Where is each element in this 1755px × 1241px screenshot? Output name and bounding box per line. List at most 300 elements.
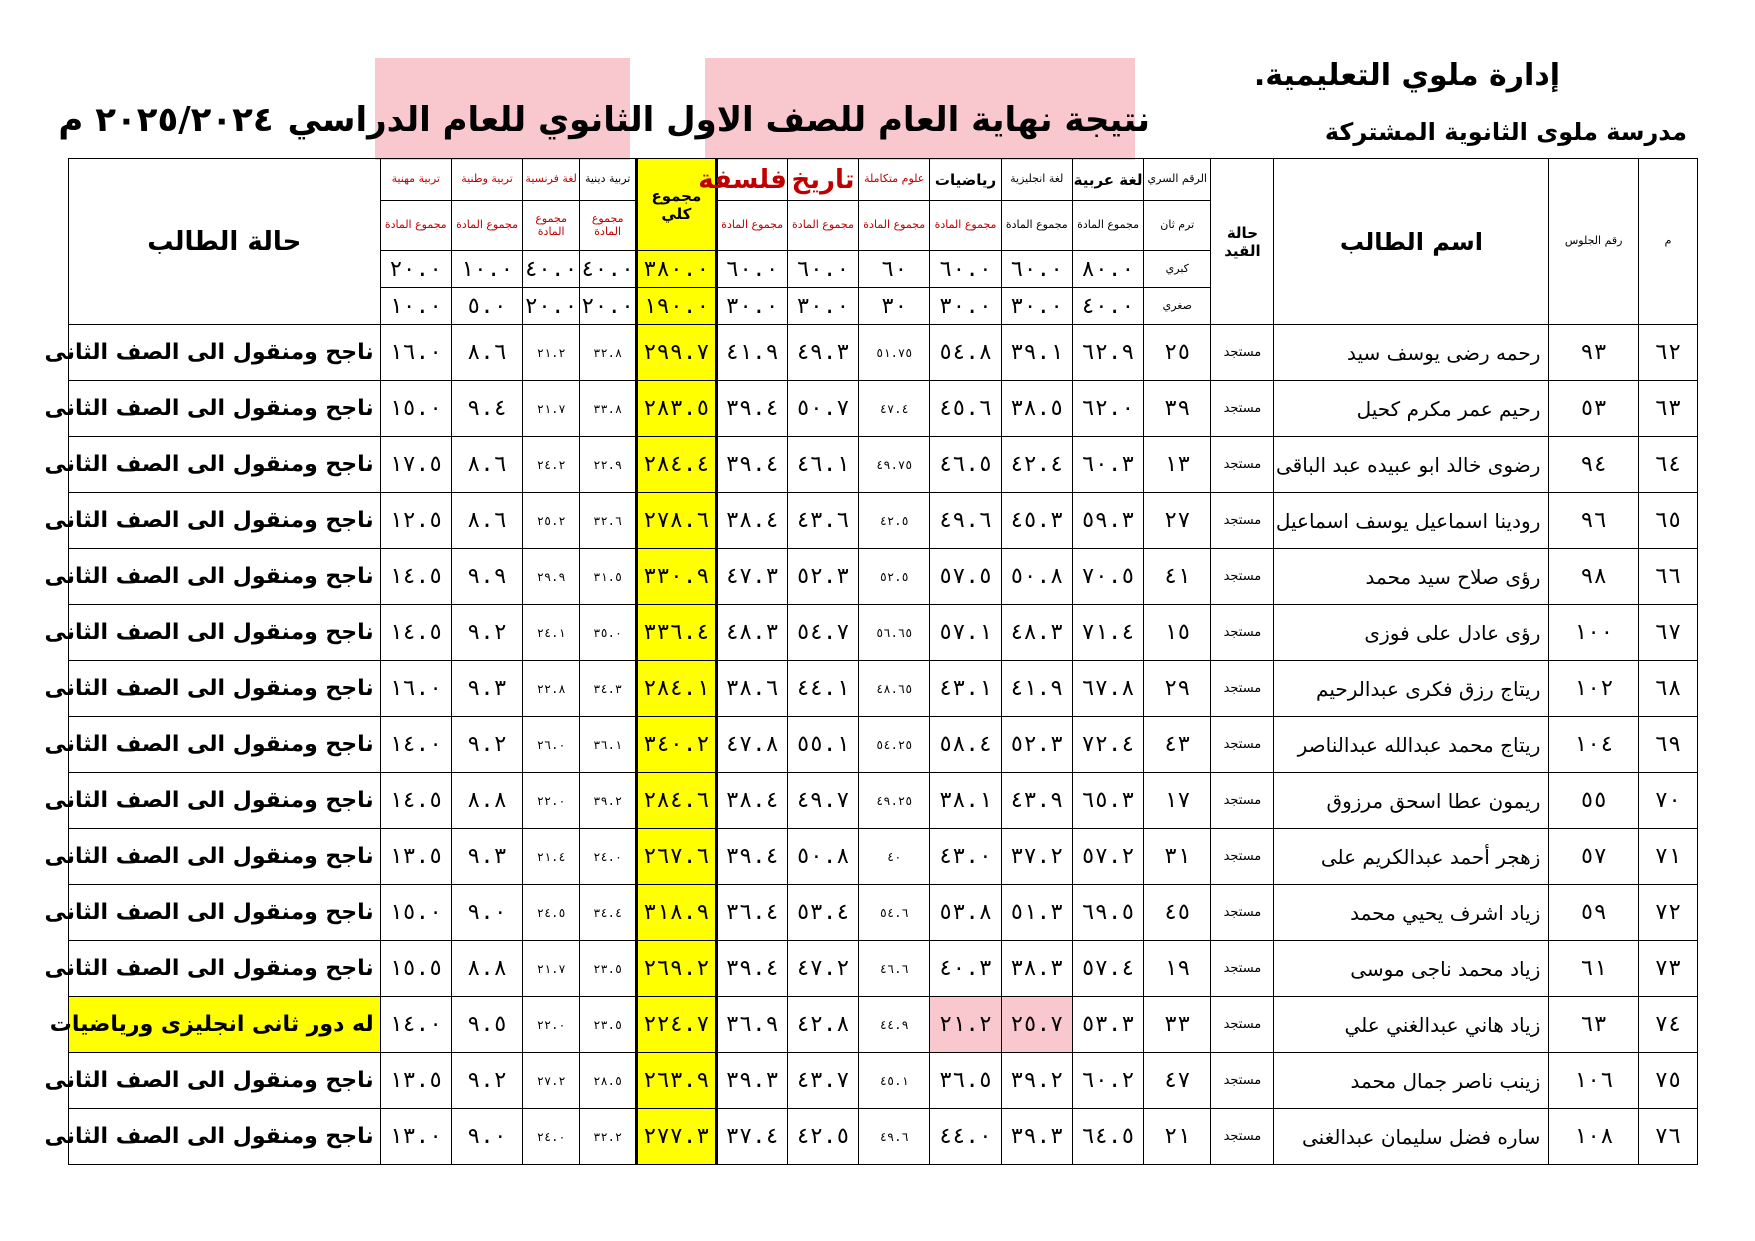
score-national: ٩.٥ [451, 997, 522, 1053]
score-french: ٢١.٢ [523, 325, 580, 381]
score-grand-total: ٢٨٤.٦ [637, 773, 716, 829]
row-index: ٦٣ [1638, 381, 1697, 437]
secret-number: ٢٥ [1144, 325, 1211, 381]
score-math: ٤٩.٦ [930, 493, 1001, 549]
score-national: ٩.٠ [451, 1109, 522, 1165]
table-row [69, 437, 1698, 493]
score-english: ٥٢.٣ [1001, 717, 1072, 773]
score-professional: ١٥.٠ [380, 885, 451, 941]
score-philosophy: ٣٨.٦ [716, 661, 787, 717]
score-grand-total: ٢٦٧.٦ [637, 829, 716, 885]
score-french: ٢١.٧ [523, 941, 580, 997]
score-religion: ٣١.٥ [580, 549, 637, 605]
score-national: ٨.٨ [451, 941, 522, 997]
score-history: ٥٢.٣ [787, 549, 858, 605]
subject-total-label: مجموع المادة [1001, 201, 1072, 251]
administration-label: إدارة ملوي التعليمية. [1253, 58, 1560, 93]
table-row [69, 549, 1698, 605]
score-history: ٥٥.١ [787, 717, 858, 773]
results-table [44, 158, 1698, 1165]
registration-status: مستجد [1211, 325, 1274, 381]
score-science: ٤٩.٦ [859, 1109, 930, 1165]
score-religion: ٣٤.٣ [580, 661, 637, 717]
subject-total-label: مجموع المادة [930, 201, 1001, 251]
row-index: ٧٠ [1638, 773, 1697, 829]
score-grand-total: ٢٨٤.٤ [637, 437, 716, 493]
max-score: ٦٠.٠ [1001, 251, 1072, 288]
score-philosophy: ٤٨.٣ [716, 605, 787, 661]
subject-professional: تربية مهنية [380, 159, 451, 201]
col-secret-header: الرقم السري [1144, 159, 1211, 201]
table-row [69, 661, 1698, 717]
min-score: ٣٠.٠ [1001, 288, 1072, 325]
min-score: ٤٠.٠ [1072, 288, 1143, 325]
score-math: ٥٧.٥ [930, 549, 1001, 605]
score-philosophy: ٣٩.٤ [716, 381, 787, 437]
subject-arabic: لغة عربية [1072, 159, 1143, 201]
score-english: ٣٨.٣ [1001, 941, 1072, 997]
score-grand-total: ٣١٨.٩ [637, 885, 716, 941]
student-name: رؤى صلاح سيد محمد [1274, 549, 1549, 605]
score-english: ٣٩.٣ [1001, 1109, 1072, 1165]
score-science: ٥٦.٦٥ [859, 605, 930, 661]
score-professional: ١٣.٠ [380, 1109, 451, 1165]
score-french: ٢٤.٢ [523, 437, 580, 493]
student-name: زينب ناصر جمال محمد [1274, 1053, 1549, 1109]
academic-year: ٢٠٢٥/٢٠٢٤ م [58, 100, 274, 140]
score-science: ٥٤.٦ [859, 885, 930, 941]
score-math: ٤٤.٠ [930, 1109, 1001, 1165]
score-national: ٨.٦ [451, 437, 522, 493]
student-status: ناجح ومنقول الى الصف الثانى [69, 381, 381, 437]
score-english: ٤٣.٩ [1001, 773, 1072, 829]
score-english: ٤٢.٤ [1001, 437, 1072, 493]
row-index: ٧٣ [1638, 941, 1697, 997]
student-name: زياد اشرف يحيي محمد [1274, 885, 1549, 941]
score-math: ٥٧.١ [930, 605, 1001, 661]
score-science: ٤٥.١ [859, 1053, 930, 1109]
score-french: ٢٤.٥ [523, 885, 580, 941]
table-row [69, 493, 1698, 549]
registration-status: مستجد [1211, 773, 1274, 829]
score-grand-total: ٢٩٩.٧ [637, 325, 716, 381]
seat-number: ١٠٠ [1549, 605, 1639, 661]
min-score: ٣٠.٠ [716, 288, 787, 325]
score-history: ٤٤.١ [787, 661, 858, 717]
row-index: ٦٤ [1638, 437, 1697, 493]
max-label: كبري [1144, 251, 1211, 288]
row-index: ٦٦ [1638, 549, 1697, 605]
score-french: ٢٤.٠ [523, 1109, 580, 1165]
seat-number: ٩٦ [1549, 493, 1639, 549]
score-national: ٩.٢ [451, 717, 522, 773]
score-professional: ١٣.٥ [380, 829, 451, 885]
score-history: ٤٣.٧ [787, 1053, 858, 1109]
score-grand-total: ٢٦٣.٩ [637, 1053, 716, 1109]
score-philosophy: ٤٧.٨ [716, 717, 787, 773]
score-grand-total: ٢٦٩.٢ [637, 941, 716, 997]
subject-total-label: مجموع المادة [523, 201, 580, 251]
min-score: ٣٠ [859, 288, 930, 325]
score-math: ٣٨.١ [930, 773, 1001, 829]
score-national: ٨.٦ [451, 325, 522, 381]
secret-number: ٢٩ [1144, 661, 1211, 717]
max-score: ٦٠.٠ [930, 251, 1001, 288]
score-math: ٤٦.٥ [930, 437, 1001, 493]
row-index: ٦٩ [1638, 717, 1697, 773]
student-name: ريتاج محمد عبدالله عبدالناصر [1274, 717, 1549, 773]
score-english: ٣٧.٢ [1001, 829, 1072, 885]
score-philosophy: ٤٧.٣ [716, 549, 787, 605]
score-english: ٣٩.٢ [1001, 1053, 1072, 1109]
score-math: ٤٠.٣ [930, 941, 1001, 997]
score-philosophy: ٣٩.٣ [716, 1053, 787, 1109]
student-status: ناجح ومنقول الى الصف الثانى [69, 549, 381, 605]
score-arabic: ٥٧.٢ [1072, 829, 1143, 885]
score-math: ٤٣.٠ [930, 829, 1001, 885]
score-grand-total: ٣٣٦.٤ [637, 605, 716, 661]
term-label: ترم ثان [1144, 201, 1211, 251]
secret-number: ٤٥ [1144, 885, 1211, 941]
seat-number: ١٠٤ [1549, 717, 1639, 773]
score-national: ٩.٢ [451, 605, 522, 661]
seat-number: ٦٣ [1549, 997, 1639, 1053]
score-french: ٢٢.٨ [523, 661, 580, 717]
row-index: ٧٥ [1638, 1053, 1697, 1109]
student-name: ريتاج رزق فكرى عبدالرحيم [1274, 661, 1549, 717]
score-arabic: ٧١.٤ [1072, 605, 1143, 661]
score-professional: ١٥.٥ [380, 941, 451, 997]
score-french: ٢٩.٩ [523, 549, 580, 605]
student-status: ناجح ومنقول الى الصف الثانى [69, 941, 381, 997]
score-professional: ١٢.٥ [380, 493, 451, 549]
registration-status: مستجد [1211, 381, 1274, 437]
secret-number: ٢١ [1144, 1109, 1211, 1165]
table-row [69, 717, 1698, 773]
registration-status: مستجد [1211, 717, 1274, 773]
seat-number: ٥٧ [1549, 829, 1639, 885]
score-arabic: ٥٧.٤ [1072, 941, 1143, 997]
score-history: ٤٩.٧ [787, 773, 858, 829]
score-philosophy: ٣٩.٤ [716, 437, 787, 493]
seat-number: ٩٤ [1549, 437, 1639, 493]
col-registration-header: حالة القيد [1211, 159, 1274, 325]
student-name: زياد محمد ناجى موسى [1274, 941, 1549, 997]
page-title [58, 100, 1150, 140]
secret-number: ١٥ [1144, 605, 1211, 661]
score-history: ٥٤.٧ [787, 605, 858, 661]
school-name: مدرسة ملوى الثانوية المشتركة [1324, 118, 1687, 146]
subject-national: تربية وطنية [451, 159, 522, 201]
score-french: ٢٢.٠ [523, 773, 580, 829]
score-philosophy: ٣٩.٤ [716, 941, 787, 997]
max-score: ١٠.٠ [451, 251, 522, 288]
score-grand-total: ٢٧٨.٦ [637, 493, 716, 549]
student-name: ساره فضل سليمان عبدالغنى [1274, 1109, 1549, 1165]
min-score: ١٩٠.٠ [637, 288, 716, 325]
score-grand-total: ٢٨٣.٥ [637, 381, 716, 437]
min-score: ٥.٠ [451, 288, 522, 325]
row-index: ٦٧ [1638, 605, 1697, 661]
score-science: ٤٠ [859, 829, 930, 885]
score-philosophy: ٣٦.٩ [716, 997, 787, 1053]
score-arabic: ٦٠.٢ [1072, 1053, 1143, 1109]
subject-french: لغة فرنسية [523, 159, 580, 201]
col-grand-total-header: مجموع كلي [637, 159, 716, 251]
subject-religion: تربية دينية [580, 159, 637, 201]
max-score: ٣٨٠.٠ [637, 251, 716, 288]
score-religion: ٣٢.٨ [580, 325, 637, 381]
secret-number: ٤١ [1144, 549, 1211, 605]
score-professional: ١٥.٠ [380, 381, 451, 437]
score-history: ٤٦.١ [787, 437, 858, 493]
score-arabic: ٦٠.٣ [1072, 437, 1143, 493]
registration-status: مستجد [1211, 605, 1274, 661]
student-status: ناجح ومنقول الى الصف الثانى [69, 661, 381, 717]
min-score: ٣٠.٠ [787, 288, 858, 325]
secret-number: ١٣ [1144, 437, 1211, 493]
score-english: ٥٠.٨ [1001, 549, 1072, 605]
row-index: ٦٨ [1638, 661, 1697, 717]
subject-total-label: مجموع المادة [380, 201, 451, 251]
student-status: ناجح ومنقول الى الصف الثانى [69, 605, 381, 661]
score-french: ٢٤.١ [523, 605, 580, 661]
score-english: ٤٥.٣ [1001, 493, 1072, 549]
table-row [69, 773, 1698, 829]
score-national: ٩.٣ [451, 829, 522, 885]
score-english: ٢٥.٧ [1001, 997, 1072, 1053]
registration-status: مستجد [1211, 885, 1274, 941]
student-status: ناجح ومنقول الى الصف الثانى [69, 717, 381, 773]
seat-number: ١٠٨ [1549, 1109, 1639, 1165]
subject-total-label: مجموع المادة [451, 201, 522, 251]
max-score: ٨٠.٠ [1072, 251, 1143, 288]
registration-status: مستجد [1211, 1053, 1274, 1109]
score-arabic: ٧٢.٤ [1072, 717, 1143, 773]
score-professional: ١٤.٠ [380, 997, 451, 1053]
score-national: ٩.٣ [451, 661, 522, 717]
score-national: ٩.٠ [451, 885, 522, 941]
score-math: ٤٣.١ [930, 661, 1001, 717]
seat-number: ٩٨ [1549, 549, 1639, 605]
score-french: ٢١.٧ [523, 381, 580, 437]
score-national: ٩.٩ [451, 549, 522, 605]
score-grand-total: ٢٧٧.٣ [637, 1109, 716, 1165]
score-arabic: ٦٢.٠ [1072, 381, 1143, 437]
min-score: ١٠.٠ [380, 288, 451, 325]
score-arabic: ٥٩.٣ [1072, 493, 1143, 549]
table-row [69, 605, 1698, 661]
score-science: ٤٨.٦٥ [859, 661, 930, 717]
score-science: ٥٢.٥ [859, 549, 930, 605]
seat-number: ٩٣ [1549, 325, 1639, 381]
subject-total-label: مجموع المادة [1072, 201, 1143, 251]
min-score: ٣٠.٠ [930, 288, 1001, 325]
registration-status: مستجد [1211, 941, 1274, 997]
student-name: رودينا اسماعيل يوسف اسماعيل [1274, 493, 1549, 549]
score-grand-total: ٢٢٤.٧ [637, 997, 716, 1053]
student-status: ناجح ومنقول الى الصف الثانى [69, 885, 381, 941]
score-math: ٥٤.٨ [930, 325, 1001, 381]
student-status: ناجح ومنقول الى الصف الثانى [69, 437, 381, 493]
score-religion: ٢٤.٠ [580, 829, 637, 885]
row-index: ٧٢ [1638, 885, 1697, 941]
student-name: رؤى عادل على فوزى [1274, 605, 1549, 661]
student-name: ريمون عطا اسحق مرزوق [1274, 773, 1549, 829]
score-science: ٤٩.٢٥ [859, 773, 930, 829]
seat-number: ١٠٢ [1549, 661, 1639, 717]
score-math: ٣٦.٥ [930, 1053, 1001, 1109]
score-science: ٥٤.٢٥ [859, 717, 930, 773]
score-history: ٤٢.٥ [787, 1109, 858, 1165]
score-grand-total: ٣٣٠.٩ [637, 549, 716, 605]
row-index: ٦٢ [1638, 325, 1697, 381]
score-math: ٥٣.٨ [930, 885, 1001, 941]
score-math: ٥٨.٤ [930, 717, 1001, 773]
registration-status: مستجد [1211, 437, 1274, 493]
registration-status: مستجد [1211, 661, 1274, 717]
subject-total-label: مجموع المادة [580, 201, 637, 251]
score-professional: ١٦.٠ [380, 325, 451, 381]
min-score: ٢٠.٠ [523, 288, 580, 325]
score-philosophy: ٣٦.٤ [716, 885, 787, 941]
student-status: ناجح ومنقول الى الصف الثانى [69, 773, 381, 829]
score-history: ٤٩.٣ [787, 325, 858, 381]
table-row [69, 325, 1698, 381]
student-name: زهجر أحمد عبدالكريم على [1274, 829, 1549, 885]
score-philosophy: ٤١.٩ [716, 325, 787, 381]
student-status: ناجح ومنقول الى الصف الثانى [69, 829, 381, 885]
subject-philosophy: فلسفة [716, 159, 787, 201]
score-professional: ١٤.٠ [380, 717, 451, 773]
max-score: ٤٠.٠ [580, 251, 637, 288]
student-status: ناجح ومنقول الى الصف الثانى [69, 493, 381, 549]
score-philosophy: ٣٩.٤ [716, 829, 787, 885]
registration-status: مستجد [1211, 997, 1274, 1053]
score-religion: ٢٨.٥ [580, 1053, 637, 1109]
registration-status: مستجد [1211, 549, 1274, 605]
score-arabic: ٦٤.٥ [1072, 1109, 1143, 1165]
subject-total-label: مجموع المادة [787, 201, 858, 251]
table-row [69, 829, 1698, 885]
student-status: ناجح ومنقول الى الصف الثانى [69, 1053, 381, 1109]
table-row [69, 1053, 1698, 1109]
subject-english: لغة انجليزية [1001, 159, 1072, 201]
student-status: ناجح ومنقول الى الصف الثانى [69, 1109, 381, 1165]
score-professional: ١٤.٥ [380, 773, 451, 829]
score-religion: ٣٣.٨ [580, 381, 637, 437]
table-row [69, 885, 1698, 941]
table-header [69, 159, 1698, 325]
score-history: ٤٢.٨ [787, 997, 858, 1053]
score-professional: ١٤.٥ [380, 605, 451, 661]
max-score: ٢٠.٠ [380, 251, 451, 288]
col-student-status-header: حالة الطالب [69, 159, 381, 325]
student-status: ناجح ومنقول الى الصف الثانى [69, 325, 381, 381]
max-score: ٦٠.٠ [716, 251, 787, 288]
score-english: ٥١.٣ [1001, 885, 1072, 941]
secret-number: ٢٧ [1144, 493, 1211, 549]
score-arabic: ٥٣.٣ [1072, 997, 1143, 1053]
student-status: له دور ثانى انجليزى ورياضيات [69, 997, 381, 1053]
score-history: ٥٠.٨ [787, 829, 858, 885]
score-history: ٥٣.٤ [787, 885, 858, 941]
student-name: زياد هاني عبدالغني علي [1274, 997, 1549, 1053]
seat-number: ٦١ [1549, 941, 1639, 997]
table-row [69, 941, 1698, 997]
score-history: ٤٣.٦ [787, 493, 858, 549]
score-national: ٨.٨ [451, 773, 522, 829]
table-row [69, 997, 1698, 1053]
max-score: ٦٠ [859, 251, 930, 288]
row-index: ٧٤ [1638, 997, 1697, 1053]
score-french: ٢٧.٢ [523, 1053, 580, 1109]
student-name: رحمه رضى يوسف سيد [1274, 325, 1549, 381]
score-religion: ٢٢.٩ [580, 437, 637, 493]
col-index-header: م [1638, 159, 1697, 325]
title-text: نتيجة نهاية العام للصف الاول الثانوي للعام الدراسي [287, 100, 1150, 140]
secret-number: ١٧ [1144, 773, 1211, 829]
score-french: ٢١.٤ [523, 829, 580, 885]
score-religion: ٣٢.٢ [580, 1109, 637, 1165]
score-philosophy: ٣٧.٤ [716, 1109, 787, 1165]
col-name-header: اسم الطالب [1274, 159, 1549, 325]
score-history: ٥٠.٧ [787, 381, 858, 437]
score-religion: ٣٤.٤ [580, 885, 637, 941]
score-religion: ٣٢.٦ [580, 493, 637, 549]
score-professional: ١٦.٠ [380, 661, 451, 717]
score-science: ٥١.٧٥ [859, 325, 930, 381]
score-french: ٢٦.٠ [523, 717, 580, 773]
score-english: ٣٩.١ [1001, 325, 1072, 381]
score-philosophy: ٣٨.٤ [716, 493, 787, 549]
score-religion: ٣٥.٠ [580, 605, 637, 661]
seat-number: ٥٩ [1549, 885, 1639, 941]
max-score: ٤٠.٠ [523, 251, 580, 288]
row-index: ٧٦ [1638, 1109, 1697, 1165]
score-english: ٤١.٩ [1001, 661, 1072, 717]
secret-number: ٤٣ [1144, 717, 1211, 773]
subject-history: تاريخ [787, 159, 858, 201]
score-arabic: ٧٠.٥ [1072, 549, 1143, 605]
score-math: ٤٥.٦ [930, 381, 1001, 437]
registration-status: مستجد [1211, 829, 1274, 885]
table-row [69, 1109, 1698, 1165]
score-arabic: ٦٩.٥ [1072, 885, 1143, 941]
subject-total-label: مجموع المادة [859, 201, 930, 251]
score-national: ٨.٦ [451, 493, 522, 549]
score-history: ٤٧.٢ [787, 941, 858, 997]
seat-number: ٥٣ [1549, 381, 1639, 437]
score-english: ٤٨.٣ [1001, 605, 1072, 661]
score-professional: ١٤.٥ [380, 549, 451, 605]
score-grand-total: ٢٨٤.١ [637, 661, 716, 717]
seat-number: ٥٥ [1549, 773, 1639, 829]
score-professional: ١٣.٥ [380, 1053, 451, 1109]
secret-number: ٣٣ [1144, 997, 1211, 1053]
secret-number: ١٩ [1144, 941, 1211, 997]
table-body [44, 325, 1698, 1165]
subject-total-label: مجموع المادة [716, 201, 787, 251]
min-score: ٢٠.٠ [580, 288, 637, 325]
score-philosophy: ٣٨.٤ [716, 773, 787, 829]
score-arabic: ٦٢.٩ [1072, 325, 1143, 381]
subject-math: رياضيات [930, 159, 1001, 201]
registration-status: مستجد [1211, 1109, 1274, 1165]
score-religion: ٢٣.٥ [580, 941, 637, 997]
score-religion: ٢٣.٥ [580, 997, 637, 1053]
score-math: ٢١.٢ [930, 997, 1001, 1053]
